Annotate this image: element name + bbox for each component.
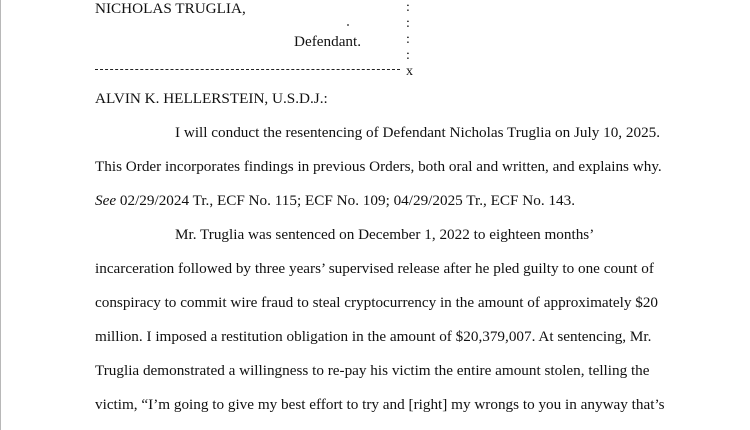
judge-attribution: ALVIN K. HELLERSTEIN, U.S.D.J.: bbox=[95, 90, 328, 107]
see-signal: See bbox=[95, 192, 117, 209]
caption-colon: : bbox=[406, 32, 410, 47]
body-line: incarceration followed by three years’ supervised release after he pled guilty to one count of bbox=[95, 260, 654, 277]
body-line: This Order incorporates findings in previous Orders, both oral and written, and explains why. bbox=[95, 158, 662, 175]
caption-colon: : bbox=[406, 48, 410, 63]
scan-speck bbox=[347, 24, 349, 26]
body-line: I will conduct the resentencing of Defendant Nicholas Truglia on July 10, 2025. bbox=[175, 124, 661, 141]
body-line: Truglia demonstrated a willingness to re-pay his victim the entire amount stolen, telling the bbox=[95, 362, 650, 379]
body-line: million. I imposed a restitution obligation in the amount of $20,379,007. At sentencing, Mr. bbox=[95, 328, 652, 345]
caption-party-name: NICHOLAS TRUGLIA, bbox=[95, 0, 246, 17]
caption-dashed-rule bbox=[95, 69, 400, 70]
body-line: Mr. Truglia was sentenced on December 1, 2022 to eighteen months’ bbox=[175, 226, 595, 243]
body-line: conspiracy to commit wire fraud to steal cryptocurrency in the amount of approximately $20 bbox=[95, 294, 659, 311]
caption-colon: : bbox=[406, 0, 410, 15]
caption-close-mark: x bbox=[406, 64, 413, 79]
citation-text: 02/29/2024 Tr., ECF No. 115; ECF No. 109; 04/29/2025 Tr., ECF No. 143. bbox=[116, 192, 576, 209]
caption-colon: : bbox=[406, 16, 410, 31]
body-line-citation bbox=[95, 192, 575, 210]
page-edge-line bbox=[0, 0, 1, 430]
body-line: victim, “I’m going to give my best effort to try and [right] my wrongs to you in anyway that’s bbox=[95, 396, 665, 413]
caption-party-role: Defendant. bbox=[294, 33, 362, 50]
